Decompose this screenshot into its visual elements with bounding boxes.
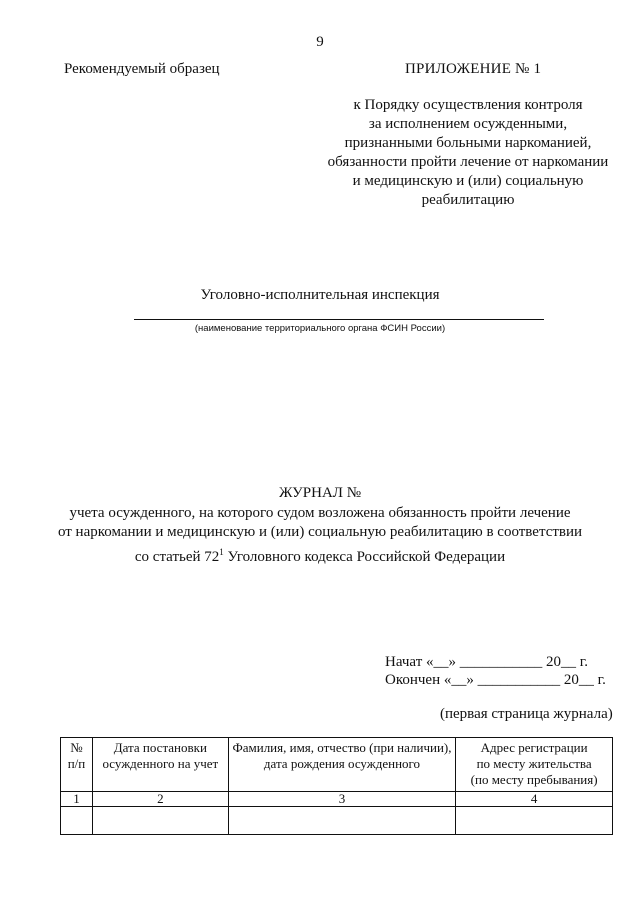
journal-subtitle-line: учета осужденного, на которого судом возложена обязанность пройти лечение [69, 504, 571, 521]
appendix-line: реабилитацию [421, 192, 515, 208]
appendix-line: признанными больными наркоманией, [344, 135, 592, 151]
journal-line3-start: со статьей 72 [134, 548, 220, 565]
table-cell [92, 807, 228, 835]
appendix-line: за исполнением осужденными, [368, 116, 568, 132]
inspection-fill-line [134, 319, 544, 320]
inspection-title: Уголовно-исполнительная инспекция [200, 287, 440, 303]
table-row [61, 807, 613, 835]
table-cell [228, 807, 456, 835]
journal-table [60, 737, 613, 835]
column-header-address: Адрес регистрации по месту жительства (по месту пребывания) [456, 738, 613, 792]
appendix-reference [318, 96, 618, 210]
journal-finished-line: Окончен «__» ___________ 20__ г. [385, 672, 606, 688]
column-header-full-name: Фамилия, имя, отчество (при наличии), дата рождения осужденного [228, 738, 456, 792]
journal-title: ЖУРНАЛ № [278, 485, 362, 501]
page-number: 9 [316, 34, 324, 50]
column-number: 2 [92, 792, 228, 807]
table-header-row [61, 738, 613, 792]
table-cell [456, 807, 613, 835]
journal-started-line: Начат «__» ___________ 20__ г. [385, 654, 588, 670]
appendix-line: обязанности пройти лечение от наркомании [327, 154, 609, 170]
appendix-line: и медицинскую и (или) социальную [352, 173, 584, 189]
journal-subtitle-line: от наркомании и медицинскую и (или) социальную реабилитацию в соответствии [57, 524, 583, 540]
article-superscript: 1 [219, 546, 224, 557]
appendix-line: к Порядку осуществления контроля [353, 97, 583, 113]
column-number: 3 [228, 792, 456, 807]
column-number: 1 [61, 792, 93, 807]
journal-heading [0, 484, 640, 567]
table-column-number-row [61, 792, 613, 807]
first-page-note: (первая страница журнала) [440, 706, 613, 722]
journal-subtitle-line [0, 543, 640, 568]
appendix-title: ПРИЛОЖЕНИЕ № 1 [405, 61, 542, 77]
column-header-number: № п/п [61, 738, 93, 792]
column-header-registration-date: Дата постановки осужденного на учет [92, 738, 228, 792]
journal-line3-end: Уголовного кодекса Российской Федерации [223, 548, 506, 565]
column-number: 4 [456, 792, 613, 807]
table-cell [61, 807, 93, 835]
inspection-caption: (наименование территориального органа ФСИН России) [194, 323, 446, 334]
recommended-sample-label: Рекомендуемый образец [64, 61, 220, 77]
